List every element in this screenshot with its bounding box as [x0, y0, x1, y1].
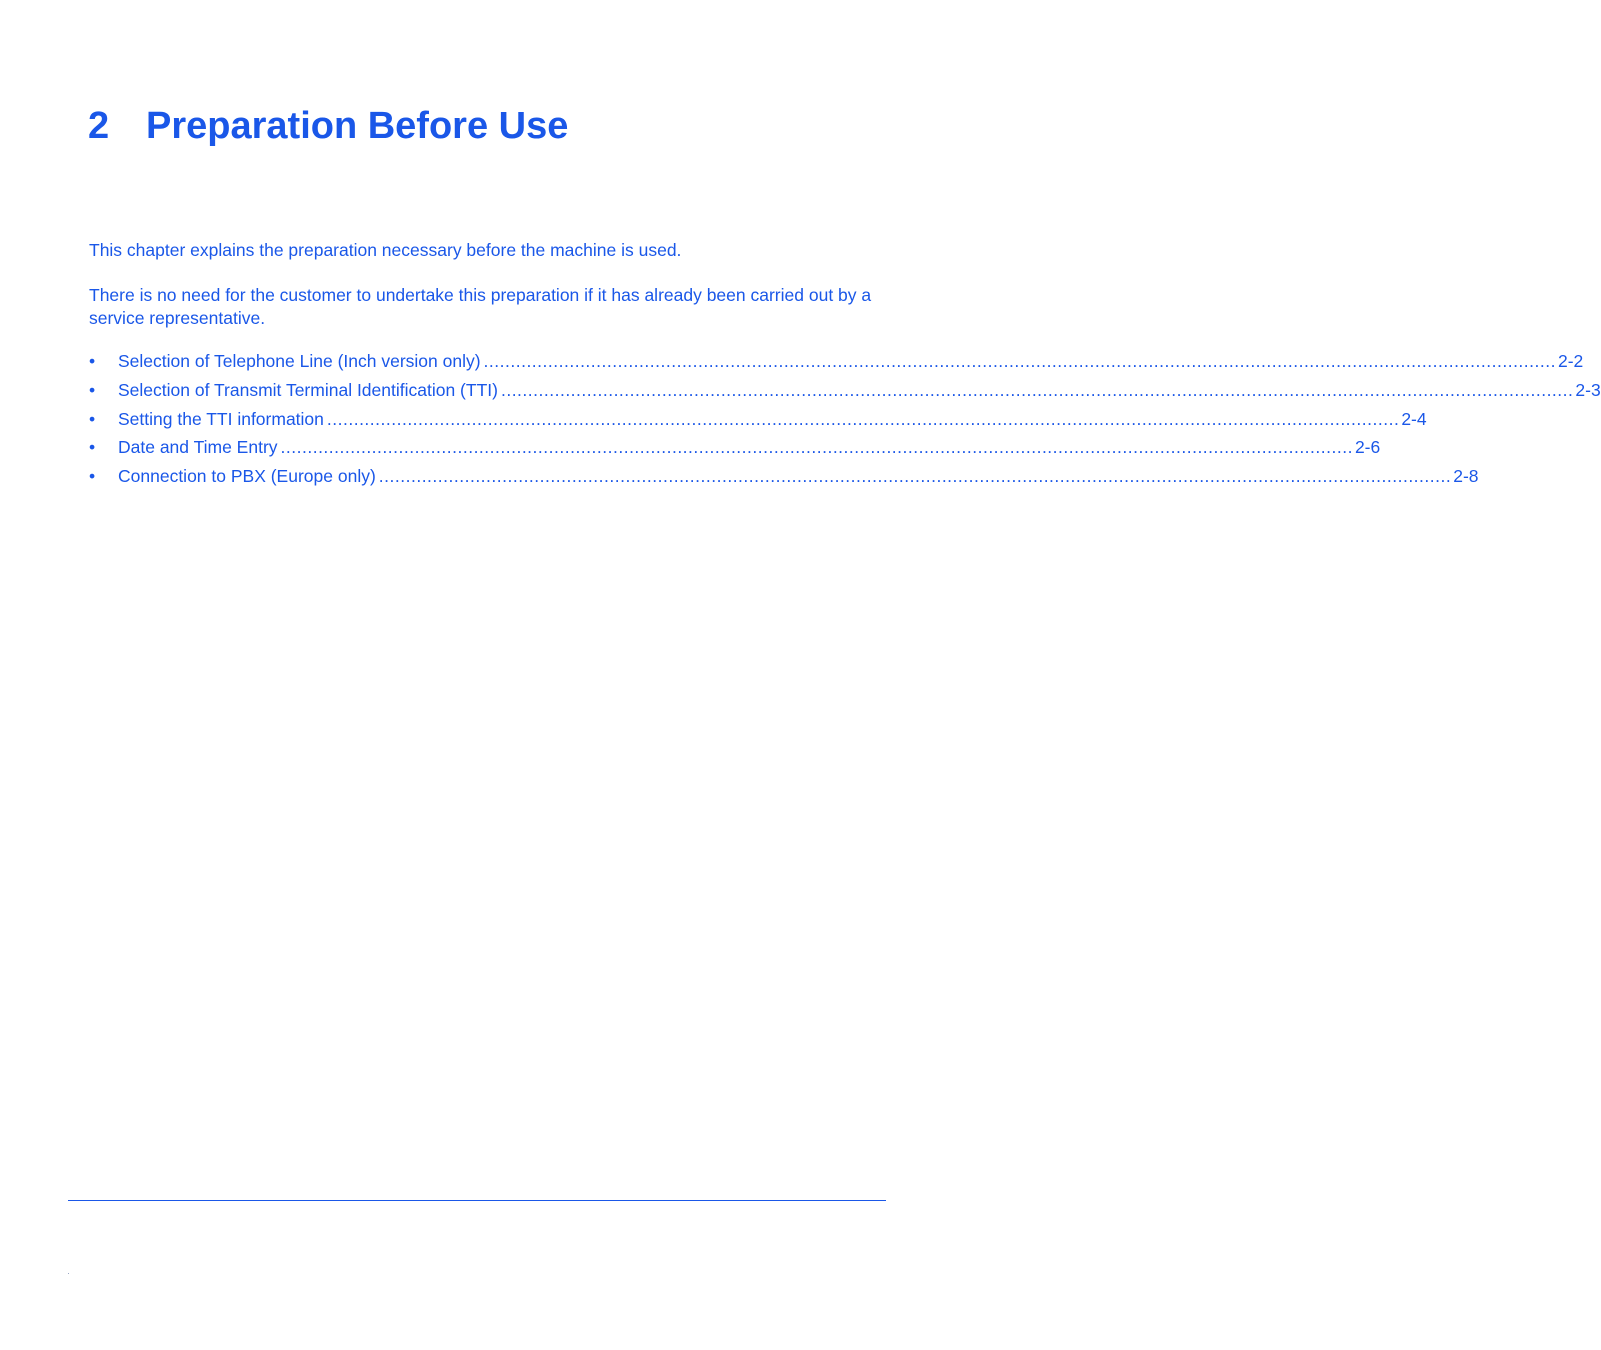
- toc-item-page[interactable]: 2-8: [1453, 466, 1479, 487]
- toc-item-title[interactable]: Connection to PBX (Europe only): [118, 466, 376, 487]
- table-of-contents: [89, 350, 1601, 494]
- dot-leader: ........................................................................................................................................................................................................: [500, 379, 1574, 400]
- dot-leader: ........................................................................................................................................................................................................: [326, 408, 1400, 429]
- toc-item-page[interactable]: 2-6: [1354, 437, 1381, 458]
- chapter-title: Preparation Before Use: [146, 105, 569, 147]
- toc-item-page[interactable]: 2-4: [1401, 408, 1427, 429]
- toc-item[interactable]: [89, 465, 1479, 494]
- toc-item[interactable]: [89, 408, 1427, 437]
- intro-paragraph: There is no need for the customer to undertake this preparation if it has already been carried out by a service representative.: [89, 285, 872, 328]
- toc-item-title[interactable]: Selection of Telephone Line (Inch version only): [118, 351, 481, 371]
- bullet-icon: •: [89, 437, 96, 458]
- toc-item-title[interactable]: Setting the TTI information: [118, 408, 324, 429]
- dot-leader: ........................................................................................................................................................................................................: [483, 351, 1556, 371]
- toc-item-title[interactable]: Date and Time Entry: [118, 437, 278, 458]
- toc-item[interactable]: [89, 436, 1381, 465]
- chapter-number: 2: [88, 105, 110, 147]
- dot-leader: ........................................................................................................................................................................................................: [378, 466, 1452, 487]
- footer-mark: [68, 1273, 69, 1274]
- bullet-icon: •: [89, 379, 96, 400]
- chapter-heading: [88, 104, 568, 148]
- toc-item-title[interactable]: Selection of Transmit Terminal Identification (TTI): [118, 379, 498, 400]
- footer-divider: [68, 1200, 886, 1201]
- toc-item[interactable]: [89, 379, 1601, 408]
- intro-paragraph: This chapter explains the preparation necessary before the machine is used.: [89, 240, 682, 260]
- dot-leader: ........................................................................................................................................................................................................: [280, 437, 1353, 458]
- toc-item-page[interactable]: 2-2: [1557, 351, 1584, 371]
- bullet-icon: •: [89, 351, 96, 371]
- toc-item-page[interactable]: 2-3: [1575, 379, 1601, 400]
- bullet-icon: •: [89, 466, 96, 487]
- bullet-icon: •: [89, 408, 96, 429]
- toc-item[interactable]: [89, 350, 1584, 379]
